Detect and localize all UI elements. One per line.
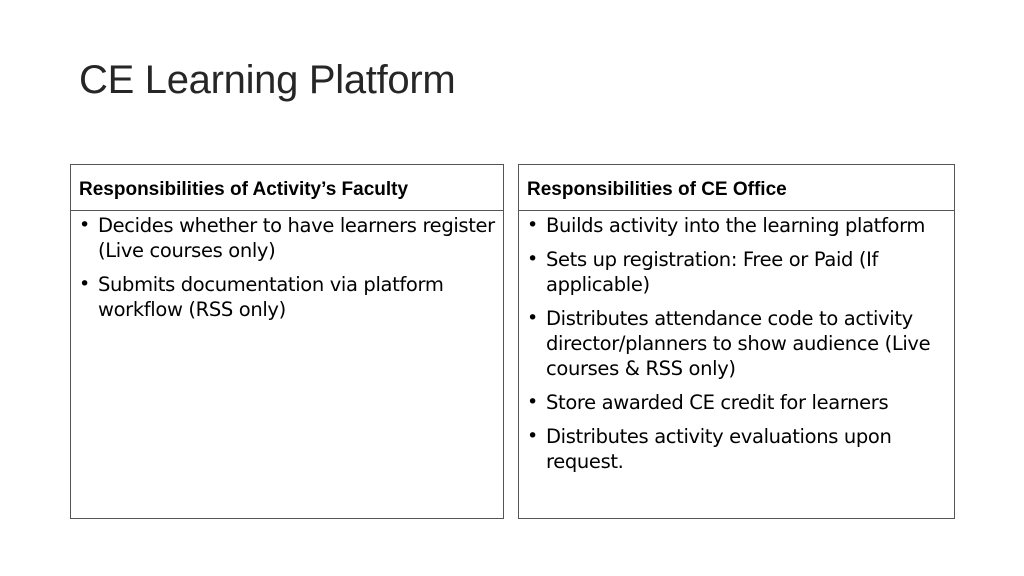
bullet-icon: •	[527, 214, 538, 236]
ce-office-responsibilities-panel	[518, 164, 955, 519]
panel-header-ce-office: Responsibilities of CE Office	[519, 165, 954, 211]
list-item	[527, 247, 948, 297]
list-item	[527, 390, 948, 415]
faculty-responsibilities-list	[71, 211, 503, 322]
slide-title: CE Learning Platform	[79, 58, 456, 102]
list-item	[527, 213, 948, 238]
list-item-text: Decides whether to have learners register (Live courses only)	[98, 214, 495, 262]
bullet-icon: •	[79, 273, 90, 295]
ce-office-responsibilities-list	[519, 211, 954, 474]
list-item	[79, 213, 497, 263]
list-item-text: Distributes activity evaluations upon request.	[546, 425, 892, 473]
list-item-text: Store awarded CE credit for learners	[546, 391, 889, 414]
bullet-icon: •	[79, 214, 90, 236]
bullet-icon: •	[527, 248, 538, 270]
bullet-icon: •	[527, 391, 538, 413]
list-item	[527, 424, 948, 474]
list-item	[79, 272, 497, 322]
list-item-text: Builds activity into the learning platform	[546, 214, 926, 237]
faculty-responsibilities-panel	[70, 164, 504, 519]
list-item-text: Submits documentation via platform workflow (RSS only)	[98, 273, 444, 321]
bullet-icon: •	[527, 307, 538, 329]
list-item	[527, 306, 948, 381]
panel-header-faculty: Responsibilities of Activity’s Faculty	[71, 165, 503, 211]
bullet-icon: •	[527, 425, 538, 447]
list-item-text: Sets up registration: Free or Paid (If applicable)	[546, 248, 879, 296]
list-item-text: Distributes attendance code to activity director/planners to show audience (Live courses & RSS only)	[546, 307, 931, 380]
